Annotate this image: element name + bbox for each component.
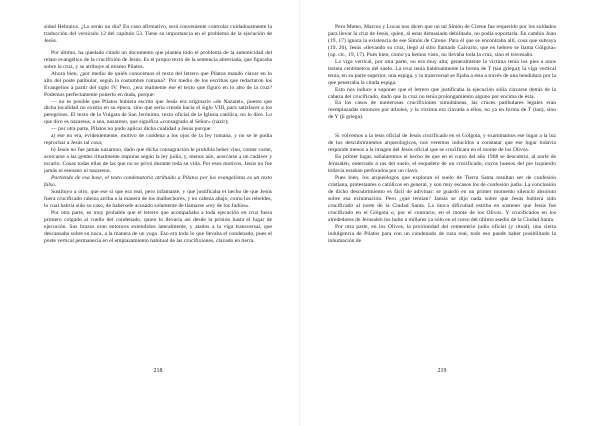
page-number-right: 219	[437, 368, 447, 374]
paragraph: Por último, ha quedado citado un documento que plantea todo el problema de la autenticidad del relato evangélico de la crucifixión de Jesús. Es el propio texto de la sentencia abreviada, que figuraba sobre la cruz, y se atribuye al mismo Pilatos.	[44, 49, 272, 70]
paragraph: sidad Hebraica. ¿Lo serán un día? En caso afirmativo, será conveniente controlar cuidadosamente la traducción del versículo 12 del capítulo 53. Tiene su importancia en el problema de la ejecución de Jesús.	[44, 24, 272, 44]
right-page	[300, 0, 600, 426]
paragraph: Por otra parte, es muy probable que el letrero que acompañaba a toda ejecución en cruz fuera primero colgado al cuello del condenado, quien lo llevaría así desde la prisión hasta el lugar de ejecución. Sus brazos eran entonces extendidos lateralmente, y atados a la viga transversal, que descansaba sobre su nuca, a la manera de un yugo. Eso era todo lo que llevaba el condenado, pues el poste vertical permanecía en el emplazamiento habitual de las crucifixiones, clavado en tierra.	[44, 209, 272, 244]
paragraph: Por otra parte, en los Olivos, la proximidad del cementerio judío oficial (y ritual), una cierta indulgencia de Pilatos para con un condenado de ruza real, todo eso puede haber posibilitado la inhumación de	[328, 223, 556, 244]
paragraph: En primer lugar, señalaremos el hecho de que en el curso del año 1968 se descubrió, al norte de Jerusalén, enterrado a ras del suelo, el esqueleto de un crucificado, cuyos huesos del pie izquierdo todavía estaban perforados por un clavo.	[328, 154, 556, 175]
right-page-text	[328, 24, 556, 245]
paragraph: — no es posible que Pilatos hubiera escrito que Jesús era originario «de Nazaret», puesto que dicha localidad no existía en su época, sino que sería creada hacia el siglo VIII, para satisfacer a los peregrinos. El texto de la Vulgata de San Jerónimo, texto oficial de la Iglesia católica, no lo dice. Lo que dice es nazareus, o sea, nazareno, que significa «consagrado al Señor» (nazir);	[44, 98, 272, 126]
page-number-left: 218	[153, 368, 163, 374]
paragraph: Esto nos induce a suponer que el letrero que justificaba la ejecución sólía clavarse detrás de la cabeza del crucificado, dado que la cruz no tenía prolongamiento alguno por encima de ésta.	[328, 86, 556, 100]
left-page-text	[44, 24, 272, 245]
paragraph: Partiendo de esa base, el texto condenatorio atribuido a Pilatos por los evangelistas es un texto falso.	[44, 175, 272, 188]
paragraph: Ahora bien, ¿por medio de quién conocemos el texto del letrero que Pilatos mandó clavar en lo alto del poste patibular, según la costumbre romana?: Por medio de los escribas que redactaron los Evangelios a partir del siglo IV. Pero, ¿era realmente ése el texto que figuró en lo alto de la cruz? Podemos perfectamente ponerlo en duda, porque:	[44, 70, 272, 98]
paragraph: b) Jesús no fue jamás nazareno, dado que dicha consagración le prohibía beber vino, comer carne, acercarse a las gentes ritualmente impuras según la ley judía, y, menos aún, acercarse a un cadáver y tocarlo. Cosas todas ellas de las que no se privó durante toda su vida. Por esos motivos, Jesús no fue jamás ni esenano ni nazareno.	[44, 147, 272, 175]
paragraph: La viga vertical, por otra parte, no era muy alta; generalmente la víctima tenía los pies a unos treinta centímetros del suelo. La cruz tenía habitualmente la forma de T (tau griega); la viga vertical tenía, en su parte superior, una espiga, y la transversal se fijaba a ésta a través de una hendidura por la que penetraba la citada espiga.	[328, 58, 556, 86]
paragraph: Si volvemos a la tesis oficial de Jesús crucificado en el Gólgota, y examinamos ese lugar a la luz de los descubrimientos arqueológicos, nos veremos inducidos a constatar que ese lugar todavía responde menos a la imagen del Jesús oficial que se crucificara en el monte de los Olivos.	[328, 133, 556, 154]
paragraph: Pero Mateo, Marcos y Lucas nos dicen que un tal Simón de Cirene fue requerido por los soldados para llevar la cruz de Jesús, quien, al estar demasiado debilitado, no podía soportarla. En cambio Juan (19, 17) ignora la existencia de ese Simón de Cirene. Para él que se encontraba allí, cosa que subraya (19, 26), Jesús «llevando su cruz, llegó al sitio llamado Calvario, que en hebreo se llama Gólgota» (op. cit., 19, 17). Pues bien, como ya hemos visto, no llevaba toda la cruz, sino el travesaño.	[328, 24, 556, 58]
paragraph: — por otra parte, Pilatos no pudo aplicar dicha cualidad a Jesús porque:	[51, 126, 212, 133]
paragraph: Pues bien, los arqueólogos que exploran el suelo de Tierra Santa resultan ser de confesión cristiana, protestantes o católicos en general, y son muy escasos los de confesión judía. La conclusión de dicho descubrimiento es fácil de adivinar: se guardó en un primer momento silencio absoluto sobre esa exhumación. Pero ¿qué temían? Jamás se dijo nada sobre que Jesús hubiera sido crucificado al norte de la Ciudad Santa. La única dificultad estriba en sostener que Jesús fue crucificado en el Gólgota o, por el contrario, en el monte de los Olivos. Y crucificados en los alrededores de Jerusalén los hubo a millares ya sólo en el curso del último asedio de la Ciudad Santa.	[328, 175, 556, 223]
paragraph: a) ése no era, evidentemente, motivo de condena a los ojos de la ley romana, y no se le podía reprochar a Jesús tal cosa;	[44, 133, 272, 147]
paragraph: Sustituyo a otro, que ese sí que era real, pero infamante, y que justificaba el hecho de que Jesús fuera crucificado cabeza arriba a la manera de los malhechores, y no cabeza abajo, como los rebeldes, lo cual habría sido su caso, de habérsele acusado solamente de llamarse «rey de los Judíos».	[44, 188, 272, 209]
paragraph: En los casos de numerosas crucifixiones simultáneas, las cruces patibulares legales eran reemplazadas entonces por árboles, y la víctima era clavada a ellos, no ya en forma de T (tau), sino de Y (ji griega).	[328, 100, 556, 121]
